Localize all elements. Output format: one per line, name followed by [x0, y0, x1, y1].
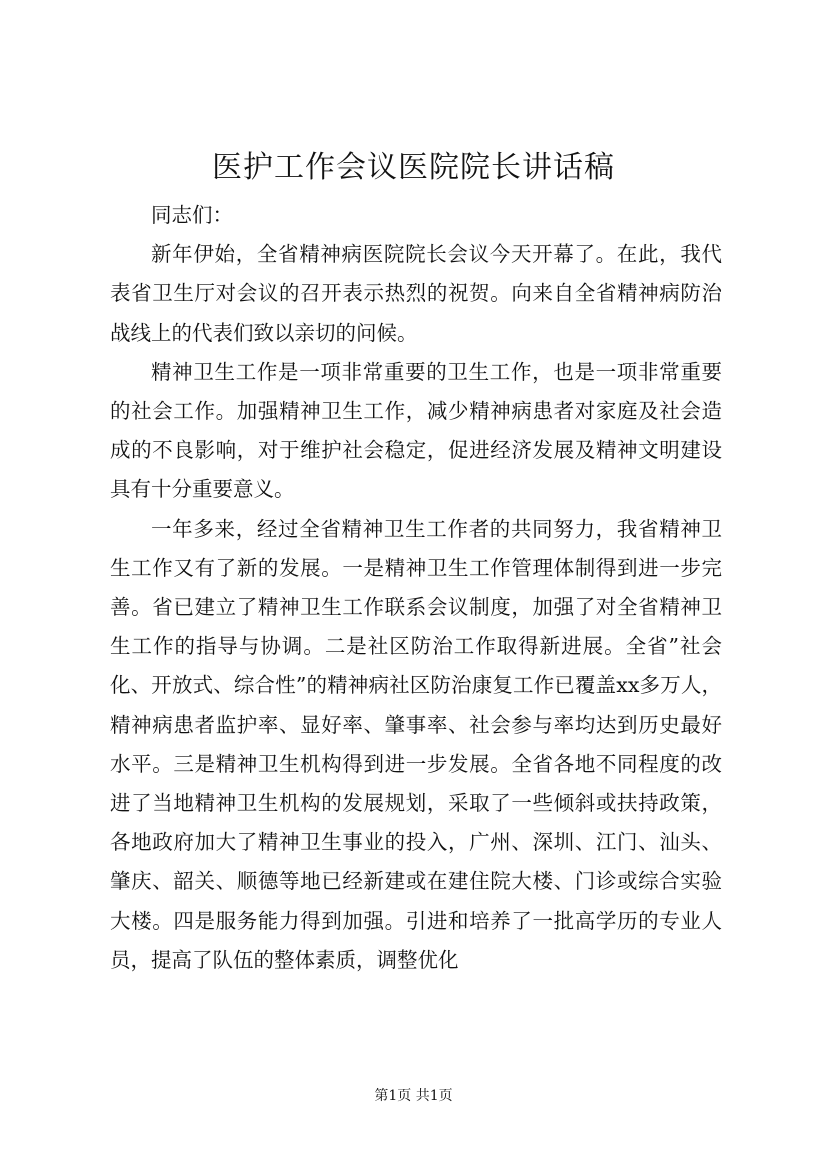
document-body — [110, 196, 722, 980]
paragraph-3: 一年多来，经过全省精神卫生工作者的共同努力，我省精神卫生工作又有了新的发展。一是精神卫生工作管理体制得到进一步完善。省已建立了精神卫生工作联系会议制度，加强了对全省精神卫生工作的指导与协调。二是社区防治工作取得新进展。全省”社会化、开放式、综合性”的精神病社区防治康复工作已覆盖xx多万人，精神病患者监护率、显好率、肇事率、社会参与率均达到历史最好水平。三是精神卫生机构得到进一步发展。全省各地不同程度的改进了当地精神卫生机构的发展规划，采取了一些倾斜或扶持政策，各地政府加大了精神卫生事业的投入，广州、深圳、江门、汕头、肇庆、韶关、顺德等地已经新建或在建住院大楼、门诊或综合实验大楼。四是服务能力得到加强。引进和培养了一批高学历的专业人员，提高了队伍的整体素质，调整优化 — [110, 516, 722, 972]
paragraph-1: 新年伊始，全省精神病医院院长会议今天开幕了。在此，我代表省卫生厅对会议的召开表示热烈的祝贺。向来自全省精神病防治战线上的代表们致以亲切的问候。 — [110, 242, 722, 345]
salutation: 同志们： — [151, 203, 233, 227]
page-footer: 第1页 共1页 — [374, 1088, 453, 1104]
document-title: 医护工作会议医院院长讲话稿 — [212, 150, 615, 185]
paragraph-2: 精神卫生工作是一项非常重要的卫生工作，也是一项非常重要的社会工作。加强精神卫生工作，减少精神病患者对家庭及社会造成的不良影响，对于维护社会稳定，促进经济发展及精神文明建设具有十分重要意义。 — [110, 359, 722, 502]
